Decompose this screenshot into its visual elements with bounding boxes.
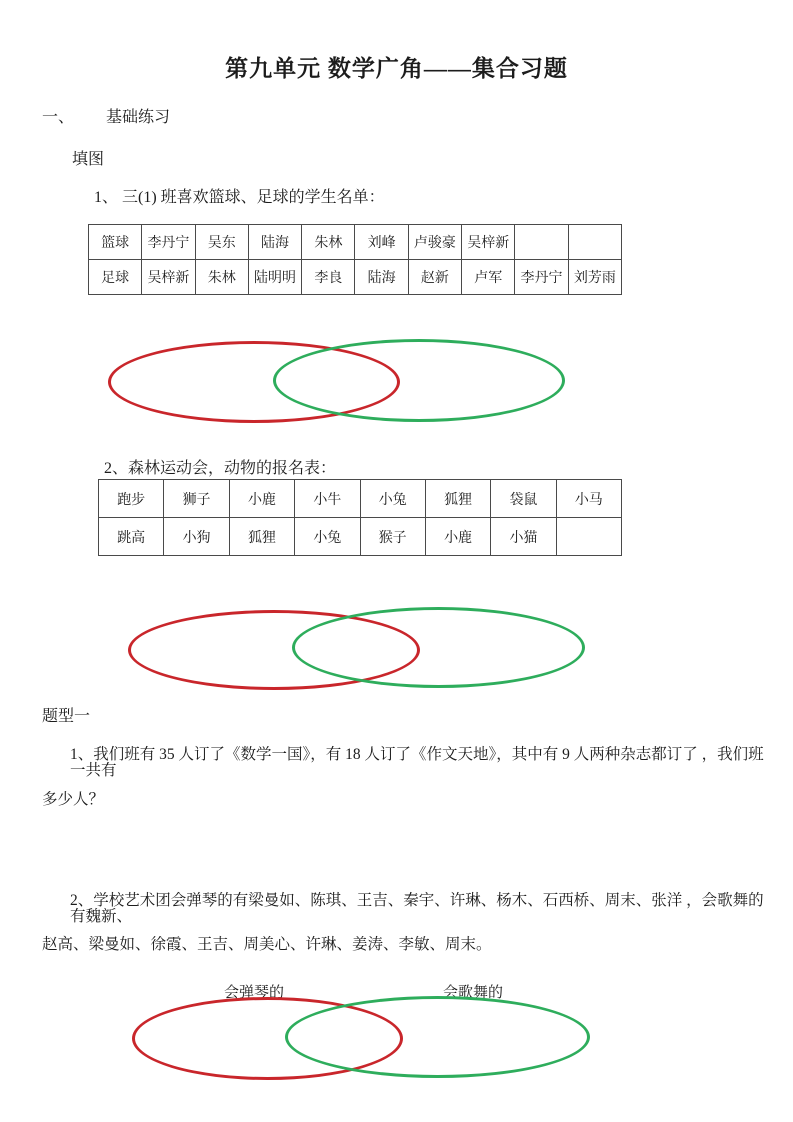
table-cell: 吴东 <box>195 225 248 260</box>
table-cell: 李良 <box>302 260 355 295</box>
problem-2-line-1: 2、学校艺术团会弹琴的有梁曼如、陈琪、王吉、秦宇、许琳、杨木、石西桥、周末、张洋 ，会歌舞的有魏新、 <box>70 892 764 925</box>
section-one-marker: 一、 <box>42 109 75 126</box>
problem-1-line-1: 1、我们班有 35 人订了《数学一国》，有 18 人订了《作文天地》，其中有 9 人两种杂志都订了 ，我们班一共有 <box>70 746 764 779</box>
table-cell <box>568 225 621 260</box>
animals-table-row-running <box>99 480 622 518</box>
problem-1-line-2: 多少人？ <box>42 791 105 808</box>
table-cell: 朱林 <box>302 225 355 260</box>
table-cell <box>556 518 621 556</box>
table-cell: 篮球 <box>89 225 142 260</box>
table-cell: 陆海 <box>248 225 301 260</box>
section-one-line <box>42 104 170 127</box>
students-table-row-football <box>89 260 622 295</box>
animals-table <box>98 479 622 556</box>
table-cell <box>515 225 568 260</box>
table-cell: 刘峰 <box>355 225 408 260</box>
table-cell: 朱林 <box>195 260 248 295</box>
table-cell: 跳高 <box>99 518 164 556</box>
venn3-left-label: 会弹琴的 <box>224 985 285 1001</box>
table-cell: 小马 <box>556 480 621 518</box>
venn3-right-label: 会歌舞的 <box>443 985 504 1001</box>
table-cell: 狮子 <box>164 480 229 518</box>
table-cell: 小牛 <box>295 480 360 518</box>
page-title: 第九单元 数学广角——集合习题 <box>225 56 568 81</box>
venn2-green-ellipse <box>292 607 585 688</box>
fill-diagram-label: 填图 <box>72 151 105 168</box>
table-cell: 小猫 <box>491 518 556 556</box>
table-cell: 小鹿 <box>425 518 490 556</box>
table-cell: 小狗 <box>164 518 229 556</box>
table-cell: 袋鼠 <box>491 480 556 518</box>
question-2-label: 2、森林运动会，动物的报名表： <box>104 460 337 477</box>
venn3-green-ellipse <box>285 996 590 1078</box>
table-cell: 狐狸 <box>425 480 490 518</box>
table-cell: 小兔 <box>295 518 360 556</box>
question-1-label: 1、 三(1) 班喜欢篮球、足球的学生名单： <box>94 189 385 206</box>
table-cell: 吴梓新 <box>462 225 515 260</box>
table-cell: 卢骏豪 <box>408 225 461 260</box>
table-cell: 陆海 <box>355 260 408 295</box>
table-cell: 刘芳雨 <box>568 260 621 295</box>
problem-type-heading: 题型一 <box>42 708 91 725</box>
table-cell: 猴子 <box>360 518 425 556</box>
table-cell: 小鹿 <box>229 480 294 518</box>
students-table <box>88 224 622 295</box>
table-cell: 陆明明 <box>248 260 301 295</box>
venn1-green-ellipse <box>273 339 565 422</box>
table-cell: 赵新 <box>408 260 461 295</box>
students-table-row-basketball <box>89 225 622 260</box>
table-cell: 足球 <box>89 260 142 295</box>
table-cell: 小兔 <box>360 480 425 518</box>
animals-table-row-highjump <box>99 518 622 556</box>
table-cell: 李丹宁 <box>142 225 195 260</box>
table-cell: 跑步 <box>99 480 164 518</box>
problem-2-line-2: 赵高、梁曼如、徐霞、王吉、周美心、许琳、姜涛、李敏、周末。 <box>42 936 492 953</box>
section-one-heading: 基础练习 <box>106 109 171 126</box>
table-cell: 李丹宁 <box>515 260 568 295</box>
table-cell: 狐狸 <box>229 518 294 556</box>
table-cell: 卢军 <box>462 260 515 295</box>
table-cell: 吴梓新 <box>142 260 195 295</box>
